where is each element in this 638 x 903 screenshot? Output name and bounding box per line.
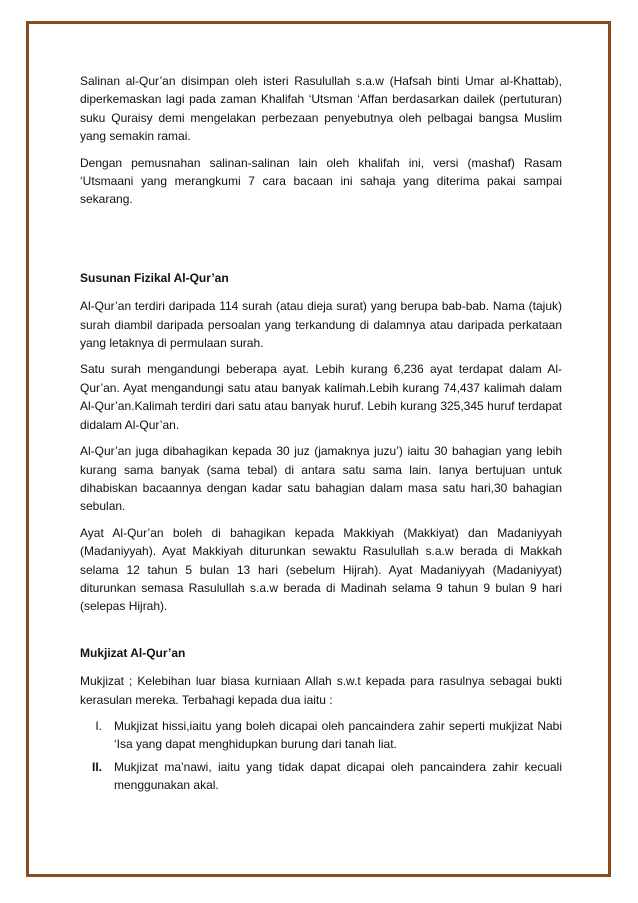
susunan-paragraph-4: Ayat Al-Qur’an boleh di bahagikan kepada Makkiyah (Makkiyat) dan Madaniyyah (Madaniyyah). Ayat Makkiyah diturunkan sewaktu Rasulullah s.a.w berada di Makkah selama 12 tahun 5 bulan 13 hari (sebelum Hijrah). Ayat Madaniyyah (Madaniyyat) diturunkan semasa Rasulullah s.a.w berada di Madinah selama 9 tahun 9 bulan 9 hari (selepas Hijrah). bbox=[80, 525, 562, 614]
list-item bbox=[80, 717, 562, 754]
susunan-paragraph-3: Al-Qur’an juga dibahagikan kepada 30 juz (jamaknya juzu’) iaitu 30 bahagian yang lebih kurang sama banyak (sama tebal) di antara satu sama lain. Ianya bertujuan untuk dihabiskan bacaannya dengan kadar satu bahagian dalam masa satu hari,30 bahagian sebulan. bbox=[80, 444, 562, 514]
section-gap bbox=[80, 624, 562, 644]
section-heading-mukjizat: Mukjizat Al-Qur’an bbox=[80, 645, 186, 660]
list-item-text: Mukjizat ma’nawi, iaitu yang tidak dapat dicapai oleh pancaindera zahir kecuali menggunakan akal. bbox=[114, 759, 562, 793]
document-body bbox=[80, 72, 562, 799]
section-gap bbox=[80, 217, 562, 269]
mukjizat-paragraph-1: Mukjizat ; Kelebihan luar biasa kurniaan Allah s.w.t kepada para rasulnya sebagai bukti kerasulan mereka. Terbahagi kepada dua iaitu : bbox=[80, 674, 562, 707]
list-item-number: I. bbox=[95, 718, 102, 733]
intro-paragraph-2: Dengan pemusnahan salinan-salinan lain oleh khalifah ini, versi (mashaf) Rasam ‘Utsmaani yang merangkumi 7 cara bacaan ini sahaja yang diterima pakai sampai sekarang. bbox=[80, 155, 562, 207]
list-item-number: II. bbox=[91, 759, 102, 774]
susunan-paragraph-2: Satu surah mengandungi beberapa ayat. Lebih kurang 6,236 ayat terdapat dalam Al-Qur’an. Ayat mengandungi satu atau banyak kalimah.Lebih kurang 74,437 kalimah dalam Al-Qur’an.Kalimah terdiri dari satu atau banyak huruf. Lebih kurang 325,345 huruf terdapat didalam Al-Qur’an. bbox=[80, 362, 562, 432]
mukjizat-list bbox=[80, 717, 562, 795]
intro-paragraph-1: Salinan al-Qur’an disimpan oleh isteri Rasulullah s.a.w (Hafsah binti Umar al-Khattab), diperkemaskan lagi pada zaman Khalifah ‘Utsman ‘Affan berdasarkan dailek (pertuturan) suku Quraisy demi mengelakan perbezaan penyebutnya oleh pelbagai bangsa Muslim yang semakin ramai. bbox=[80, 74, 562, 144]
susunan-paragraph-1: Al-Qur’an terdiri daripada 114 surah (atau dieja surat) yang berupa bab-bab. Nama (tajuk) surah diambil daripada persoalan yang terkandung di dalamnya atau daripada perkataan yang letaknya di permulaan surah. bbox=[80, 299, 562, 351]
section-heading-susunan: Susunan Fizikal Al-Qur’an bbox=[80, 270, 229, 285]
list-item bbox=[80, 758, 562, 795]
list-item-text: Mukjizat hissi,iaitu yang boleh dicapai oleh pancaindera zahir seperti mukjizat Nabi ‘Isa yang dapat menghidupkan burung dari tanah liat. bbox=[114, 718, 562, 752]
